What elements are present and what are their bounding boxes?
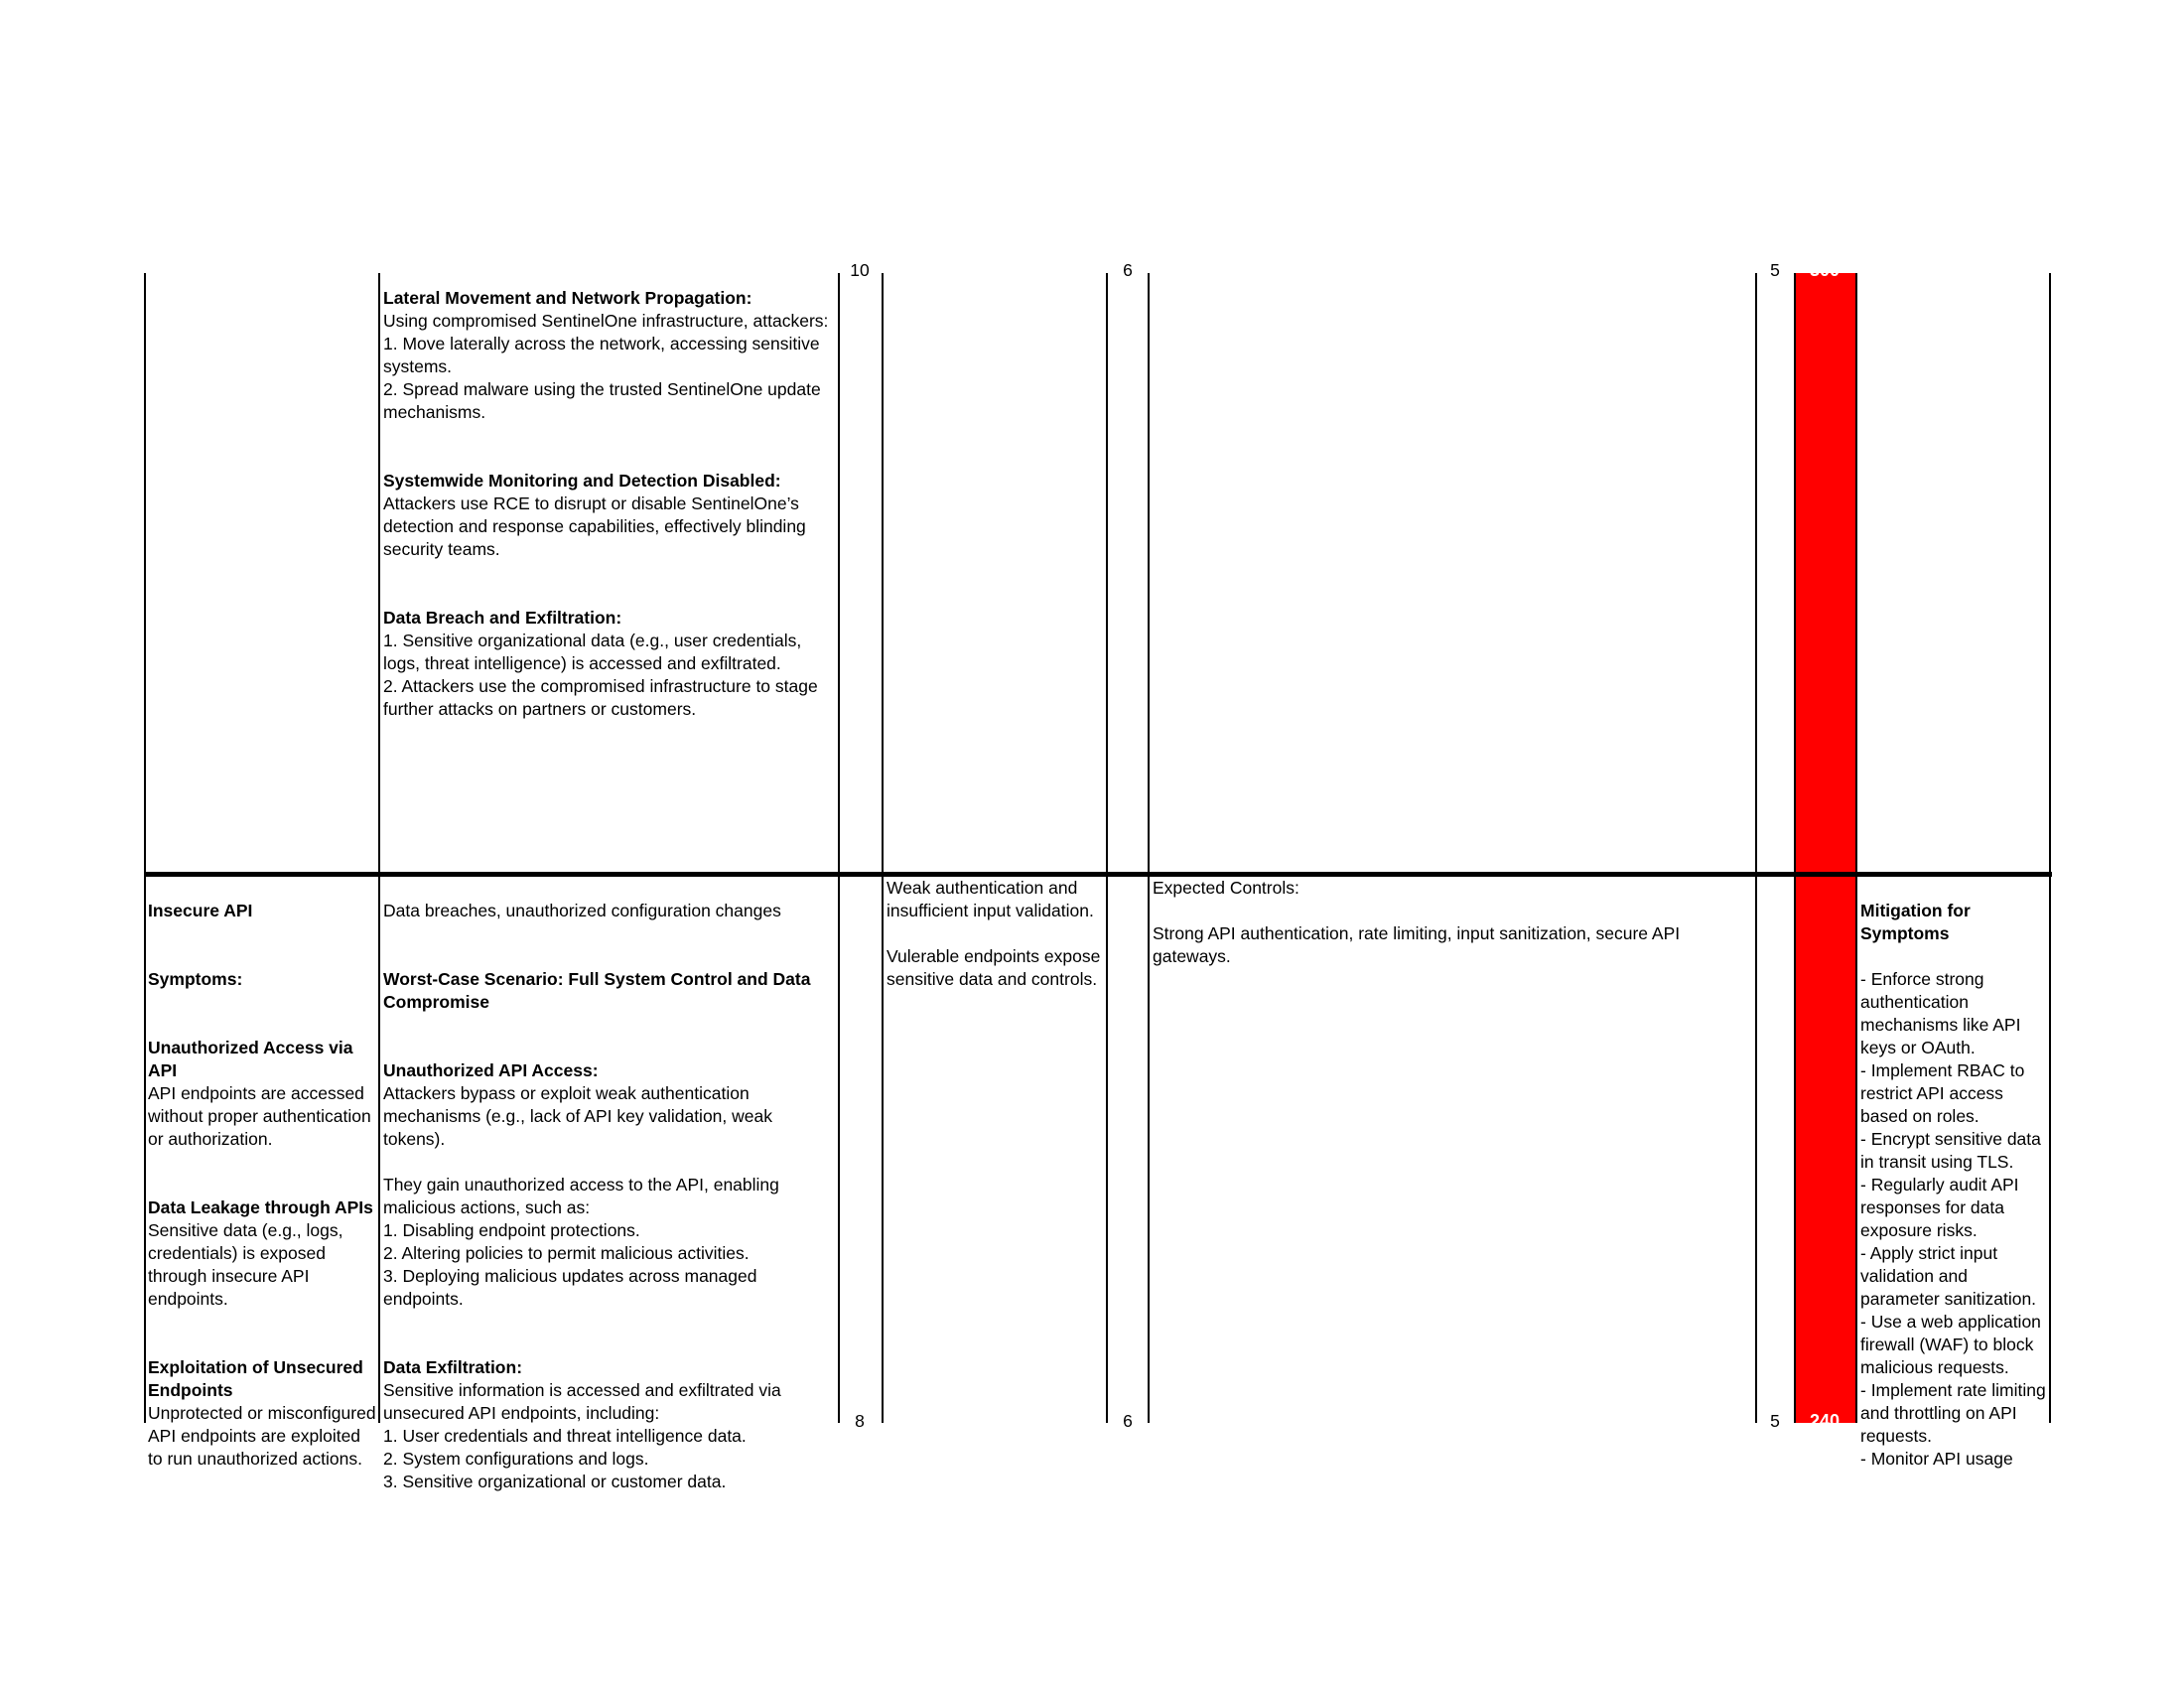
detectability-value: 5: [1770, 1411, 1780, 1431]
symptom-heading: Exploitation of Unsecured Endpoints: [148, 1357, 363, 1400]
consequence-block: [383, 287, 836, 424]
grid-line: [144, 877, 146, 1423]
worst-case-heading: Worst-Case Scenario: Full System Control and Data Compromise: [383, 969, 811, 1012]
consequence-body: Sensitive information is accessed and exfiltrated via unsecured API endpoints, including: 1. User credentials and threat intelligence data. 2. System configurations and logs. 3. Sensitive organizational or customer data.: [383, 1380, 781, 1491]
consequence-heading: Unauthorized API Access:: [383, 1060, 599, 1080]
causes-cell: Weak authentication and insufficient input validation. Vulerable endpoints expose sensitive data and controls.: [887, 878, 1101, 989]
grid-line: [144, 273, 146, 872]
severity-value: 10: [850, 260, 870, 280]
severity-value: 8: [855, 1411, 865, 1431]
consequence-block: [383, 1356, 836, 1493]
impact-summary: Data breaches, unauthorized configuration changes: [383, 901, 781, 920]
grid-line: [1106, 877, 1108, 1423]
consequences-cell: [383, 264, 836, 744]
consequence-body: Attackers bypass or exploit weak authentication mechanisms (e.g., lack of API key validation, weak tokens). They gain unauthorized access to the API, enabling malicious actions, such as: 1. Disabling endpoint protections. 2. Altering policies to permit malicious activities. 3. Deploying malicious updates across managed endpoints.: [383, 1083, 779, 1309]
table-row-previous: [144, 260, 2052, 872]
table-row-insecure-api: [144, 877, 2052, 1491]
grid-line: [1755, 273, 1757, 872]
consequences-cell: [383, 877, 836, 1516]
grid-line: [838, 273, 840, 872]
symptom-block: [148, 1196, 376, 1311]
mitigation-cell: [1860, 877, 2049, 1493]
symptom-body: Sensitive data (e.g., logs, credentials) is exposed through insecure API endpoints.: [148, 1220, 343, 1309]
grid-line: [882, 877, 884, 1423]
symptoms-label: Symptoms:: [148, 969, 243, 989]
grid-line: [838, 877, 840, 1423]
controls-cell: Expected Controls: Strong API authentication, rate limiting, input sanitization, secure API gateways.: [1153, 878, 1681, 966]
consequence-heading: Data Breach and Exfiltration:: [383, 608, 622, 628]
likelihood-value: 6: [1123, 1411, 1133, 1431]
threat-cell: [148, 877, 376, 1493]
grid-line: [1755, 877, 1757, 1423]
threat-title: Insecure API: [148, 901, 253, 920]
grid-line: [378, 877, 380, 1423]
grid-line: [1106, 273, 1108, 872]
consequence-body: Using compromised SentinelOne infrastructure, attackers: 1. Move laterally across the network, accessing sensitive systems. 2. Spread malware using the trusted SentinelOne update mechanisms.: [383, 311, 829, 422]
grid-line: [1794, 273, 1796, 872]
detectability-value: 5: [1770, 260, 1780, 280]
mitigation-list: - Enforce strong authentication mechanisms like API keys or OAuth. - Implement RBAC to restrict API access based on roles. - Encrypt sensitive data in transit using TLS. - Regularly audit API responses for data exposure risks. - Apply strict input validation and parameter sanitization. - Use a web application firewall (WAF) to block malicious requests. - Implement rate limiting and throttling on API requests. - Monitor API usage: [1860, 969, 2046, 1469]
grid-line: [1148, 877, 1150, 1423]
symptom-block: [148, 1037, 376, 1151]
grid-line: [1855, 877, 1857, 1423]
risk-score-value: 240: [1809, 1411, 1841, 1431]
grid-line: [1794, 877, 1796, 1423]
symptom-block: [148, 1356, 376, 1471]
grid-line: [2049, 877, 2051, 1423]
grid-line: [1148, 273, 1150, 872]
likelihood-value: 6: [1123, 260, 1133, 280]
symptom-heading: Data Leakage through APIs: [148, 1197, 373, 1217]
consequence-body: Attackers use RCE to disrupt or disable SentinelOne’s detection and response capabilities, effectively blinding security teams.: [383, 493, 806, 559]
symptom-body: API endpoints are accessed without proper authentication or authorization.: [148, 1083, 371, 1149]
risk-score-fill: [1794, 877, 1855, 1423]
consequence-body: 1. Sensitive organizational data (e.g., user credentials, logs, threat intelligence) is accessed and exfiltrated. 2. Attackers use the compromised infrastructure to stage further attacks on partners or customers.: [383, 631, 818, 719]
symptom-heading: Unauthorized Access via API: [148, 1038, 353, 1080]
consequence-heading: Systemwide Monitoring and Detection Disabled:: [383, 471, 781, 491]
mitigation-heading: Mitigation for Symptoms: [1860, 901, 1971, 943]
consequence-block: [383, 1059, 836, 1311]
consequence-heading: Lateral Movement and Network Propagation:: [383, 288, 752, 308]
grid-line: [1855, 273, 1857, 872]
symptom-body: Unprotected or misconfigured API endpoints are exploited to run unauthorized actions.: [148, 1403, 376, 1469]
consequence-block: [383, 607, 836, 721]
consequence-heading: Data Exfiltration:: [383, 1357, 523, 1377]
consequence-block: [383, 470, 836, 561]
risk-score-value: 300: [1809, 260, 1841, 280]
grid-line: [378, 273, 380, 872]
grid-line: [2049, 273, 2051, 872]
risk-score-fill: [1794, 273, 1855, 872]
grid-line: [882, 273, 884, 872]
